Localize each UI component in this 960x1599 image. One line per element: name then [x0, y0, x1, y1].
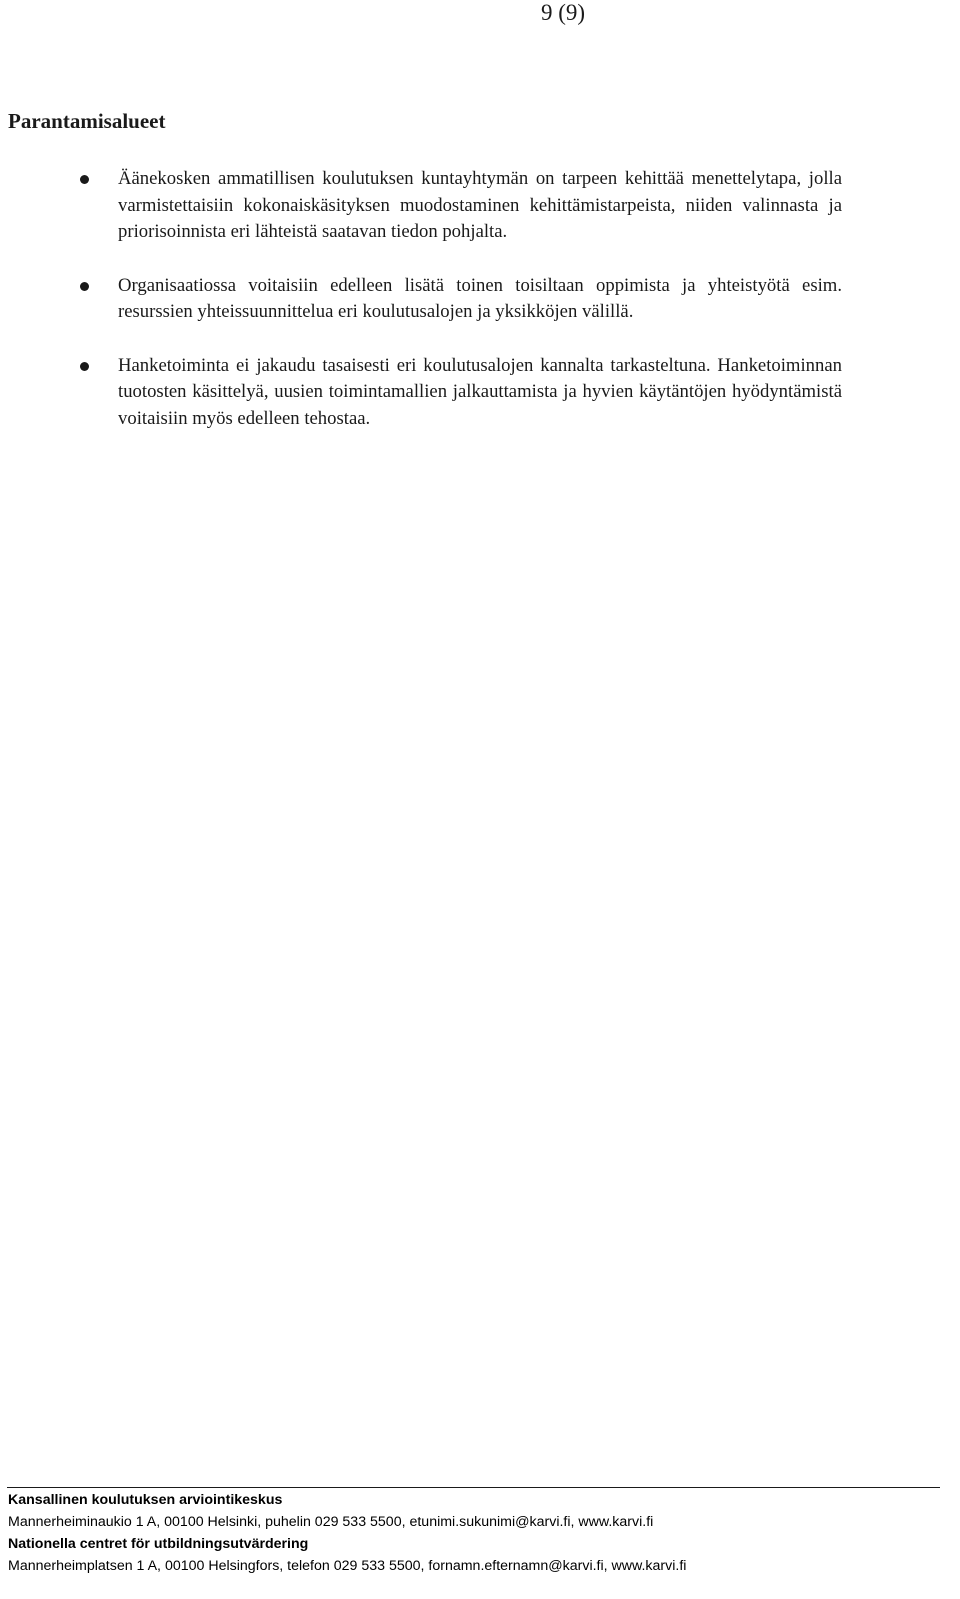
footer-divider	[7, 1487, 940, 1488]
list-item-text: Hanketoiminta ei jakaudu tasaisesti eri koulutusalojen kannalta tarkasteltuna. Hanketoiminnan tuotosten käsittelyä, uusien toimintamallien jalkauttamista ja hyvien käytäntöjen hyödyntämistä voitaisiin myös edelleen tehostaa.	[118, 354, 842, 429]
footer-address-sv: Mannerheimplatsen 1 A, 00100 Helsingfors, telefon 029 533 5500, fornamn.efternamn@karvi.fi, www.karvi.fi	[8, 1558, 687, 1574]
section-title: Parantamisalueet	[8, 109, 166, 133]
footer-org-fi: Kansallinen koulutuksen arviointikeskus	[8, 1492, 283, 1508]
footer	[8, 1489, 948, 1577]
list-item	[0, 166, 842, 246]
bullet-icon	[80, 175, 89, 184]
list-item	[0, 353, 842, 433]
bullet-icon	[80, 362, 89, 371]
footer-address-fi: Mannerheiminaukio 1 A, 00100 Helsinki, puhelin 029 533 5500, etunimi.sukunimi@karvi.fi, www.karvi.fi	[8, 1514, 654, 1530]
bullet-icon	[80, 282, 89, 291]
page-number: 9 (9)	[541, 0, 586, 25]
list-item-text: Äänekosken ammatillisen koulutuksen kuntayhtymän on tarpeen kehittää menettelytapa, jolla varmistettaisiin kokonaiskäsityksen muodostaminen kehittämistarpeista, niiden valinnasta ja priorisoinnista eri lähteistä saatavan tiedon pohjalta.	[118, 168, 842, 242]
footer-org-sv: Nationella centret för utbildningsutvärdering	[8, 1536, 309, 1552]
list-item	[0, 273, 842, 326]
improvement-list	[0, 166, 960, 459]
list-item-text: Organisaatiossa voitaisiin edelleen lisätä toinen toisiltaan oppimista ja yhteistyötä esim. resurssien yhteissuunnittelua eri koulutusalojen ja yksikköjen välillä.	[118, 274, 842, 322]
